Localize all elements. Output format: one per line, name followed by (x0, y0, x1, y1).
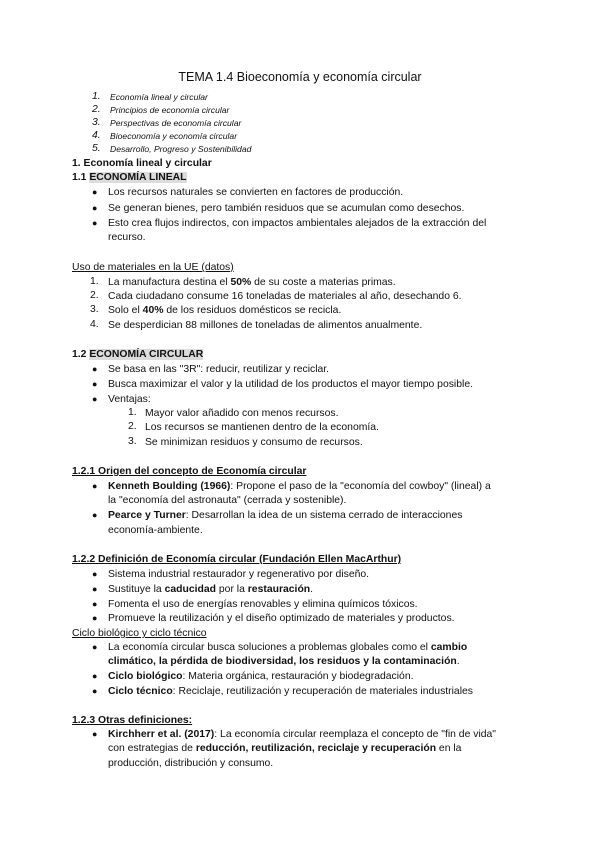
bullet-dot: ● (92, 203, 98, 213)
list-item: Kirchherr et al. (2017): La economía circular reemplaza el concepto de "fin de vida" (108, 729, 496, 740)
sub-list-item: Mayor valor añadido con menos recursos. (145, 408, 339, 419)
sub-list-item: Se minimizan residuos y consumo de recursos. (145, 437, 363, 448)
list-item: Cada ciudadano consume 16 toneladas de materiales al año, desechando 6. (108, 291, 462, 302)
toc-item: Desarrollo, Progreso y Sostenibilidad (110, 144, 252, 154)
toc-item: Economía lineal y circular (110, 92, 208, 102)
subsection-heading: 1.2.3 Otras definiciones: (72, 715, 193, 726)
bullet-dot: ● (92, 584, 98, 594)
list-item: Se basa en las "3R": reducir, reutilizar y reciclar. (108, 364, 330, 375)
page-title: TEMA 1.4 Bioeconomía y economía circular (178, 70, 422, 84)
list-item: La manufactura destina el 50% de su coste a materias primas. (108, 277, 396, 288)
bullet-dot: ● (92, 364, 98, 374)
data-heading: Uso de materiales en la UE (datos) (72, 262, 234, 273)
subsection-heading: 1.2.1 Origen del concepto de Economía circular (72, 466, 307, 477)
list-item: La economía circular busca soluciones a problemas globales como el cambio (108, 642, 468, 653)
bullet-dot: ● (92, 187, 98, 197)
data-heading: Ciclo biológico y ciclo técnico (72, 628, 207, 639)
list-item: Kenneth Boulding (1966): Propone el paso de la "economía del cowboy" (lineal) a (108, 481, 491, 492)
list-item: Ciclo técnico: Reciclaje, reutilización y recuperación de materiales industriales (108, 686, 473, 697)
list-item: Promueve la reutilización y el diseño optimizado de materiales y productos. (108, 613, 455, 624)
bullet-dot: ● (92, 569, 98, 579)
list-item-continuation: producción, distribución y consumo. (108, 758, 274, 769)
bullet-dot: ● (92, 599, 98, 609)
subsection-heading: 1.1 ECONOMÍA LINEAL (72, 172, 187, 183)
list-item-continuation: recurso. (108, 232, 146, 243)
bullet-dot: ● (92, 218, 98, 228)
list-item-continuation: economía-ambiente. (108, 525, 203, 536)
list-item: Fomenta el uso de energías renovables y elimina químicos tóxicos. (108, 599, 418, 610)
document-page: TEMA 1.4 Bioeconomía y economía circular 1. Economía lineal y circular 2. Principios de economía circular 3. Perspectivas de economía circular 4. Bioeconomía y economía circular 5. Desarrollo, Progreso y Sostenibilidad 1. Economía lineal y circular 1.1 ECONOMÍA LINEAL ● Los recursos naturales se convierten en factores de producción. ● Se generan bienes, pero también residuos que se acumulan como desechos. ● Esto crea flujos indirectos, con impactos ambientales alejados de la extracción del recurso. Uso de materiales en la UE (datos) 1. La manufactura destina el 50% de su coste a materias primas. 2. Cada ciudadano consume 16 toneladas de materiales al año, desechando 6. 3. Solo el 40% de los residuos domésticos se recicla. 4. Se desperdician 88 millones de toneladas de alimentos anualmente. 1.2 ECONOMÍA CIRCULAR ● Se basa en las "3R": reducir, reutilizar y reciclar. ● Busca maximizar el valor y la utilidad de los productos el mayor tiempo posible. ● Ventajas: 1. Mayor valor añadido con menos recursos. 2. Los recursos se mantienen dentro de la economía. 3. Se minimizan residuos y consumo de recursos. 1.2.1 Origen del concepto de Economía circular ● Kenneth Boulding (1966): Propone el paso de la "economía del cowboy" (lineal) a la "economía del astronauta" (cerrada y sostenible). ● Pearce y Turner: Desarrollan la idea de un sistema cerrado de interacciones economía-ambiente. 1.2.2 Definición de Economía circular (Fundación Ellen MacArthur) ● Sistema industrial restaurador y regenerativo por diseño. ● Sustituye la caducidad por la restauración. ● Fomenta el uso de energías renovables y elimina químicos tóxicos. ● Promueve la reutilización y el diseño optimizado de materiales y productos. Ciclo biológico y ciclo técnico ● La economía circular busca soluciones a problemas globales como el cambio climático, la pérdida de biodiversidad, los residuos y la contaminación. ● Ciclo biológico: Materia orgánica, restauración y biodegradación. ● Ciclo técnico: Reciclaje, reutilización y recuperación de materiales industriales 1.2.3 Otras definiciones: ● Kirchherr et al. (2017): La economía circular reemplaza el concepto de "fin de vida" con estrategias de reducción, reutilización, reciclaje y recuperación en la producción, distribución y consumo. (0, 0, 600, 848)
list-item: Busca maximizar el valor y la utilidad de los productos el mayor tiempo posible. (108, 379, 473, 390)
list-item: Ciclo biológico: Materia orgánica, restauración y biodegradación. (108, 671, 414, 682)
bullet-dot: ● (92, 729, 98, 739)
bullet-dot: ● (92, 481, 98, 491)
bullet-dot: ● (92, 394, 98, 404)
bullet-dot: ● (92, 671, 98, 681)
list-item-continuation: climático, la pérdida de biodiversidad, los residuos y la contaminación. (108, 656, 460, 667)
list-item: Se generan bienes, pero también residuos que se acumulan como desechos. (108, 203, 465, 214)
subsection-heading: 1.2 ECONOMÍA CIRCULAR (72, 349, 204, 360)
list-item: Pearce y Turner: Desarrollan la idea de un sistema cerrado de interacciones (108, 510, 463, 521)
list-item: Sistema industrial restaurador y regenerativo por diseño. (108, 569, 370, 580)
list-item: Esto crea flujos indirectos, con impactos ambientales alejados de la extracción del (108, 218, 487, 229)
bullet-dot: ● (92, 642, 98, 652)
toc-item: Bioeconomía y economía circular (110, 131, 238, 141)
list-item: Solo el 40% de los residuos domésticos se recicla. (108, 305, 342, 316)
bullet-dot: ● (92, 686, 98, 696)
bullet-dot: ● (92, 379, 98, 389)
bullet-dot: ● (92, 510, 98, 520)
toc-item: Principios de economía circular (110, 105, 230, 115)
list-item: Ventajas: (108, 394, 151, 405)
bullet-dot: ● (92, 613, 98, 623)
list-item: Los recursos naturales se convierten en factores de producción. (108, 187, 404, 198)
sub-list-item: Los recursos se mantienen dentro de la economía. (145, 422, 379, 433)
list-item: Se desperdician 88 millones de toneladas de alimentos anualmente. (108, 320, 423, 331)
list-item: Sustituye la caducidad por la restauración. (108, 584, 314, 595)
subsection-heading: 1.2.2 Definición de Economía circular (Fundación Ellen MacArthur) (72, 554, 402, 565)
toc-item: Perspectivas de economía circular (110, 118, 242, 128)
list-item-continuation: con estrategias de reducción, reutilización, reciclaje y recuperación en la (108, 743, 462, 754)
section-heading: 1. Economía lineal y circular (72, 158, 212, 169)
list-item-continuation: la "economía del astronauta" (cerrada y sostenible). (108, 495, 347, 506)
